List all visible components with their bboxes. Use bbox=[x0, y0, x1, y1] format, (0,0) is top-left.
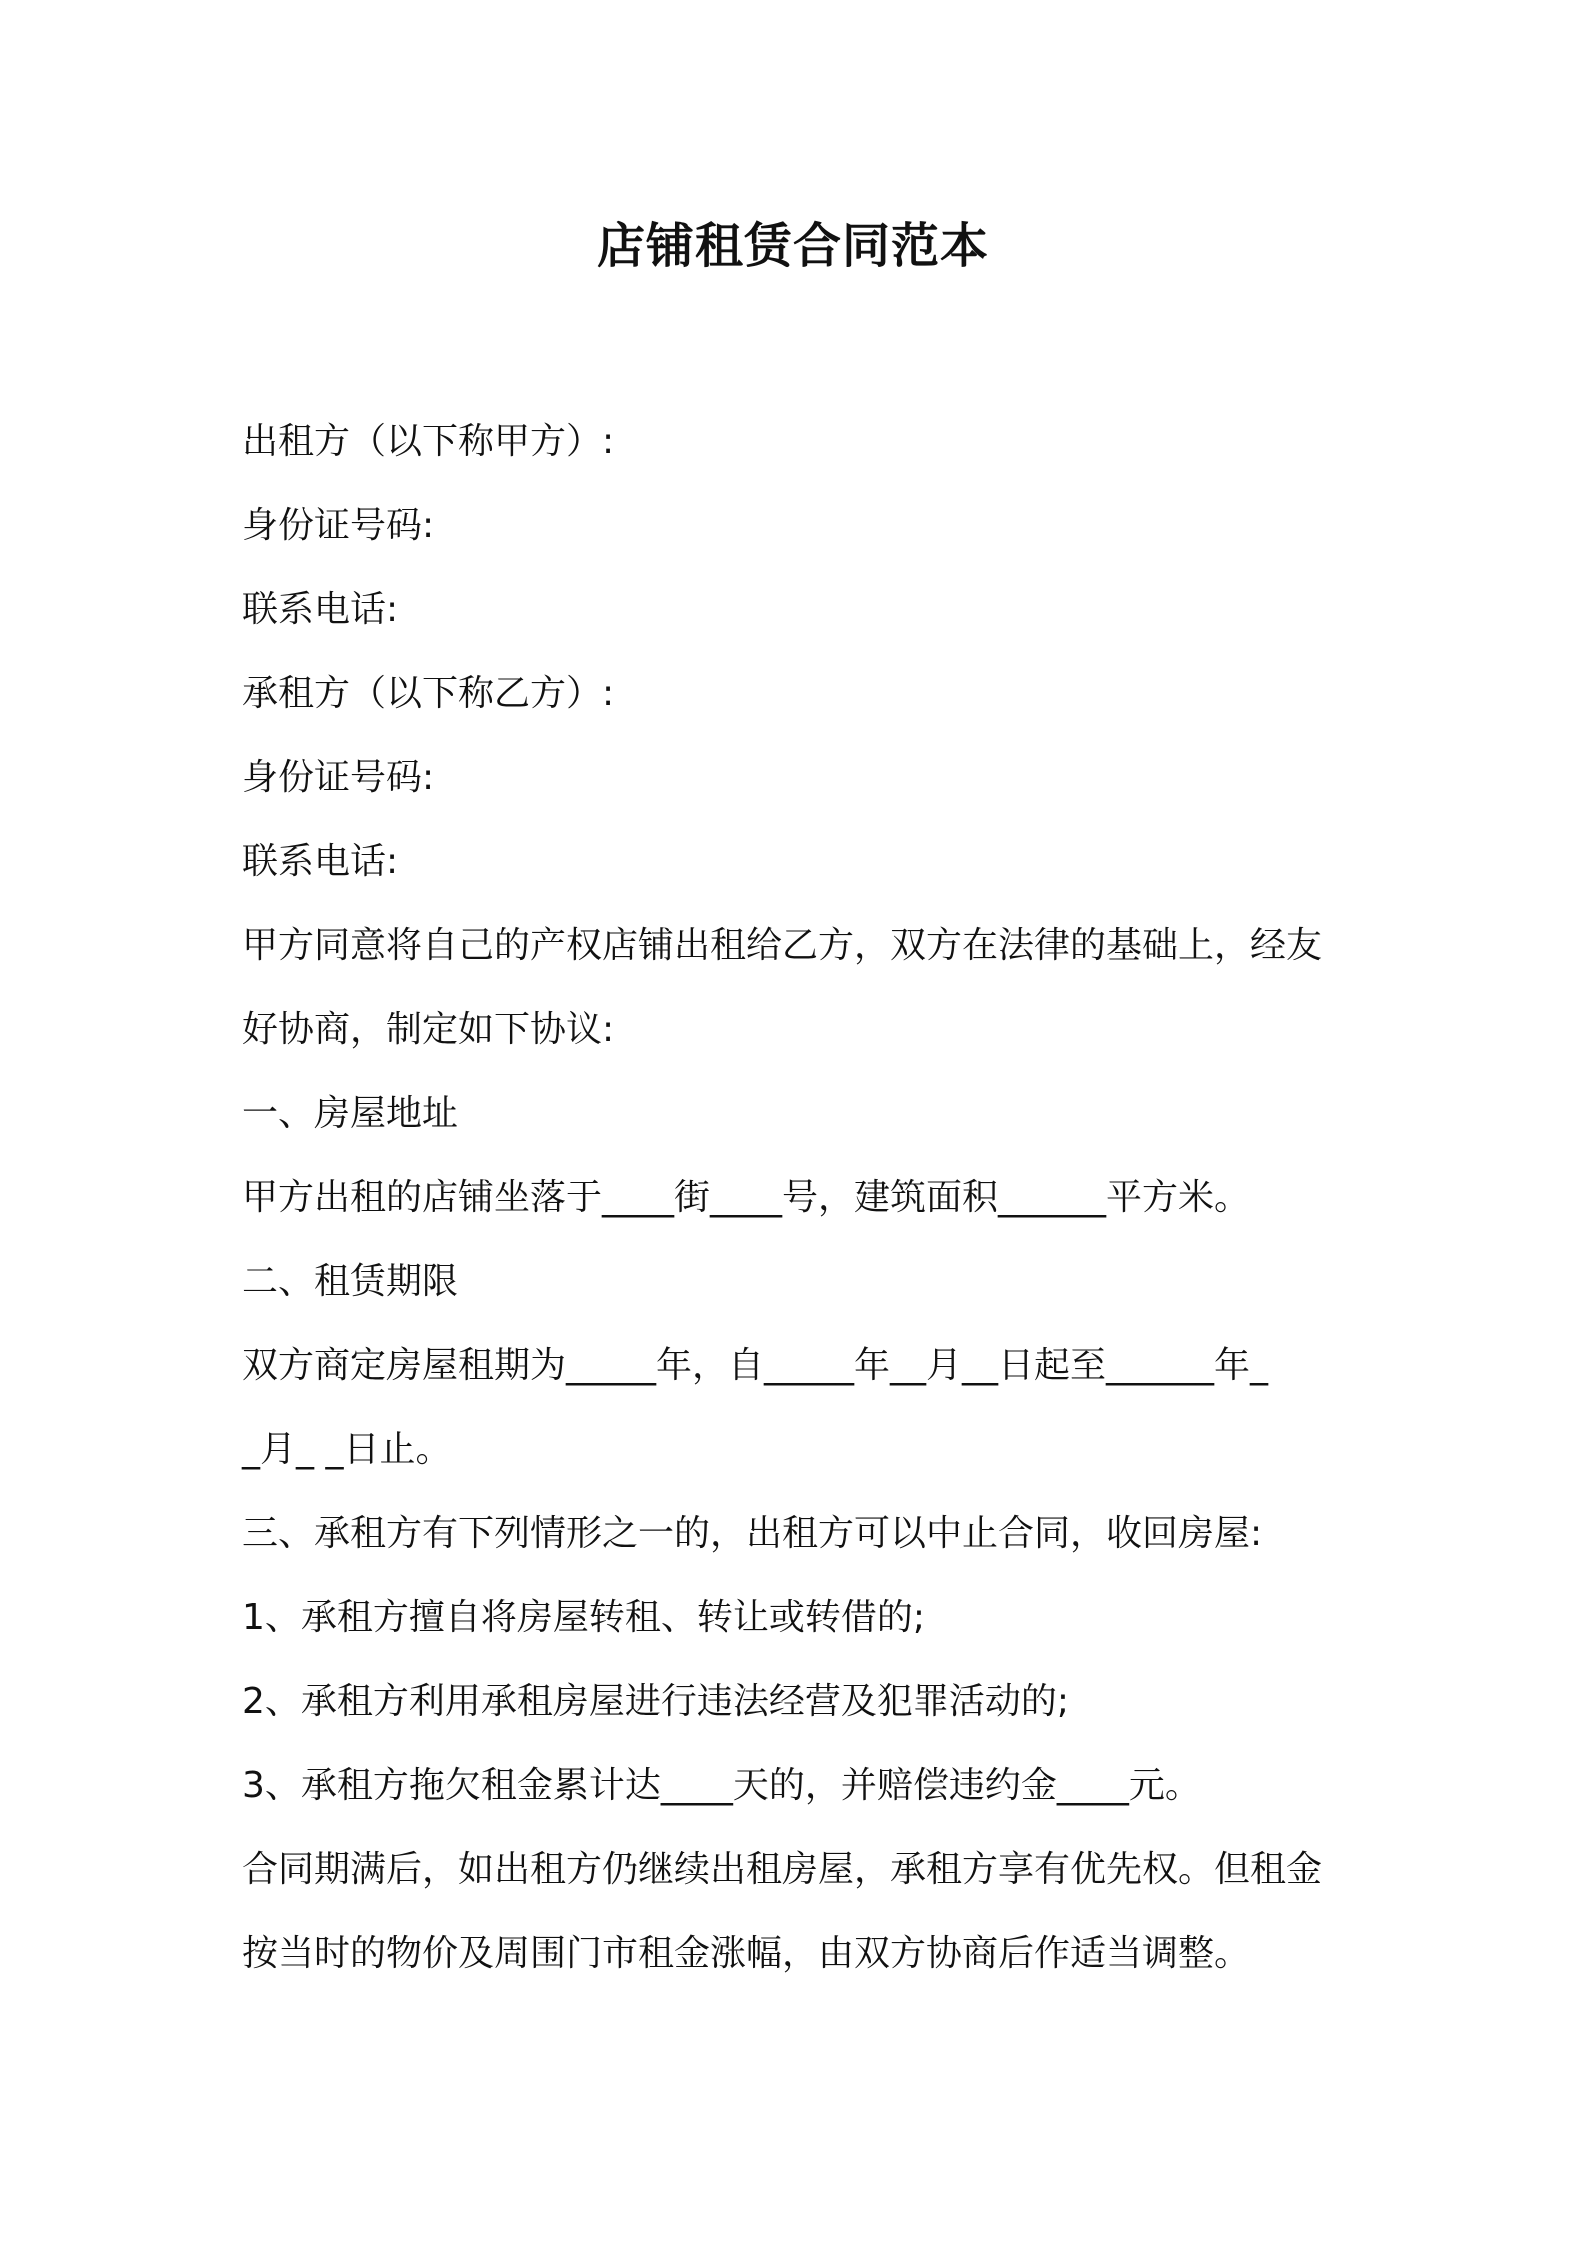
lessee-id-line: 身份证号码: bbox=[242, 757, 435, 798]
termination-item-2: 2、承租方利用承租房屋进行违法经营及犯罪活动的; bbox=[242, 1681, 1070, 1722]
agreement-intro-line-2: 好协商，制定如下协议: bbox=[242, 1009, 615, 1050]
renewal-text-line-2: 按当时的物价及周围门市租金涨幅，由双方协商后作适当调整。 bbox=[242, 1933, 1251, 1974]
lessor-id-line: 身份证号码: bbox=[242, 505, 435, 546]
section-heading-term: 二、租赁期限 bbox=[242, 1261, 459, 1302]
agreement-intro-line-1: 甲方同意将自己的产权店铺出租给乙方，双方在法律的基础上，经友 bbox=[242, 925, 1323, 966]
document-body bbox=[242, 400, 1362, 1996]
section-heading-termination: 三、承租方有下列情形之一的，出租方可以中止合同，收回房屋: bbox=[242, 1513, 1263, 1554]
term-text-line-2: _月_ _日止。 bbox=[242, 1429, 452, 1470]
section-heading-address: 一、房屋地址 bbox=[242, 1093, 459, 1134]
lessor-line: 出租方（以下称甲方）: bbox=[242, 421, 615, 462]
lessor-phone-line: 联系电话: bbox=[242, 589, 399, 630]
term-text-line-1: 双方商定房屋租期为_____年，自_____年__月__日起至______年_ bbox=[242, 1345, 1269, 1386]
lessee-phone-line: 联系电话: bbox=[242, 841, 399, 882]
termination-item-1: 1、承租方擅自将房屋转租、转让或转借的; bbox=[242, 1597, 926, 1638]
lessee-line: 承租方（以下称乙方）: bbox=[242, 673, 615, 714]
renewal-text-line-1: 合同期满后，如出租方仍继续出租房屋，承租方享有优先权。但租金 bbox=[242, 1849, 1323, 1890]
document-title: 店铺租赁合同范本 bbox=[596, 218, 989, 274]
address-text: 甲方出租的店铺坐落于____街____号，建筑面积______平方米。 bbox=[242, 1177, 1251, 1218]
termination-item-3: 3、承租方拖欠租金累计达____天的，并赔偿违约金____元。 bbox=[242, 1765, 1201, 1806]
